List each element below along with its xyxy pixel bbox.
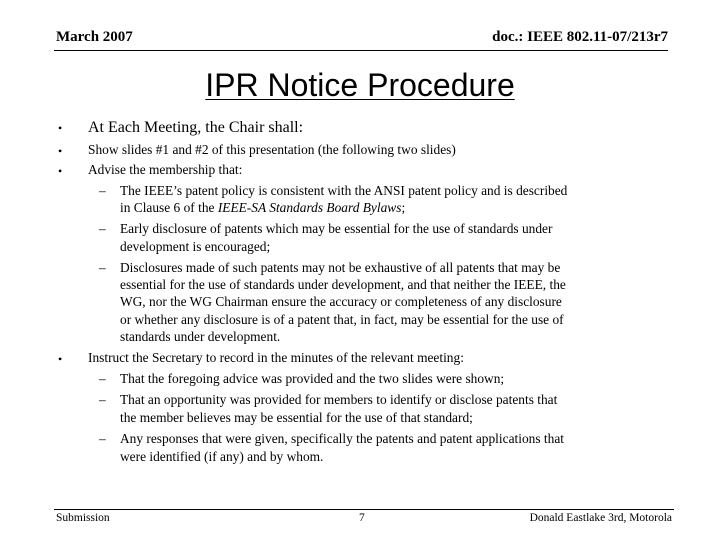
item3-sub2-line1: That an opportunity was provided for members to identify or disclose patents that [120,392,558,407]
item2-sub2-line1: Early disclosure of patents which may be essential for the use of standards under [120,221,553,236]
item2-sub1-line1: The IEEE’s patent policy is consistent with the ANSI patent policy and is described [120,183,568,198]
dash-glyph: – [99,431,106,446]
item3-sub3-line1: Any responses that were given, specifically the patents and patent applications that [120,431,564,446]
lead-text: At Each Meeting, the Chair shall: [88,119,304,136]
header-rule [54,50,668,51]
item3-sub3-line2: were identified (if any) and by whom. [120,449,324,464]
item2-sub3-line2: essential for the use of standards under development, and that neither the IEEE, the [120,277,566,292]
slide-title [0,66,720,104]
footer-submission: Submission [56,512,110,524]
bullet-glyph: • [58,121,63,135]
dash-glyph: – [99,260,106,275]
item2-sub1-line2 [120,200,405,216]
footer-page-number: 7 [359,512,365,524]
item2-sub1-line2-pre: in Clause 6 of the [120,200,218,215]
dash-glyph: – [99,371,106,386]
item2-sub2-line2: development is encouraged; [120,239,271,254]
header-doc-id: doc.: IEEE 802.11-07/213r7 [492,29,668,45]
item2-sub3-line3: WG, nor the WG Chairman ensure the accuracy or completeness of any disclosure [120,294,562,309]
bullet-glyph: • [58,144,63,158]
item3-text: Instruct the Secretary to record in the minutes of the relevant meeting: [88,350,464,365]
item1-text: Show slides #1 and #2 of this presentation (the following two slides) [88,142,456,157]
item2-sub3-line1: Disclosures made of such patents may not be exhaustive of all patents that may be [120,260,561,275]
item2-sub3-line5: standards under development. [120,329,281,344]
bullet-glyph: • [58,164,63,178]
bullet-glyph: • [58,352,63,366]
item2-sub3-line4: or whether any disclosure is of a patent that, in fact, may be essential for the use of [120,312,564,327]
item2-sub1-line2-post: ; [401,200,406,215]
footer-author: Donald Eastlake 3rd, Motorola [529,512,672,524]
item3-sub2-line2: the member believes may be essential for the use of that standard; [120,410,473,425]
footer-rule [54,509,674,510]
item2-text: Advise the membership that: [88,162,243,177]
slide-title-text: IPR Notice Procedure [205,67,515,103]
bylaws-reference: IEEE-SA Standards Board Bylaws [217,200,402,215]
dash-glyph: – [99,221,106,236]
header-date: March 2007 [56,29,133,45]
item3-sub1: That the foregoing advice was provided and the two slides were shown; [120,371,505,386]
dash-glyph: – [99,392,106,407]
dash-glyph: – [99,183,106,198]
